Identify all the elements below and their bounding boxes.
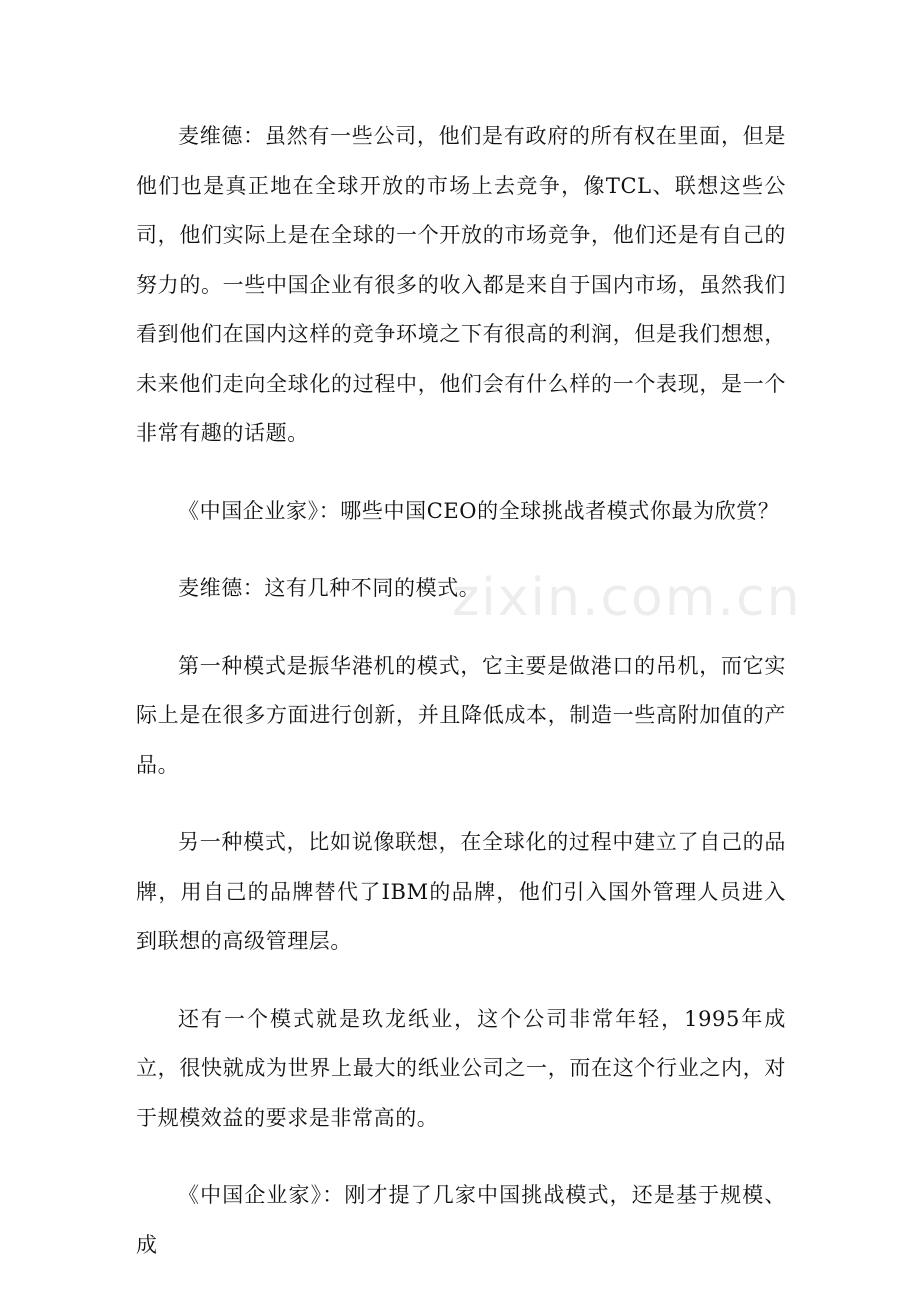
paragraph-model-lenovo: 另一种模式，比如说像联想，在全球化的过程中建立了自己的品牌，用自己的品牌替代了IBM的品牌，他们引入国外管理人员进入到联想的高级管理层。 bbox=[136, 830, 786, 953]
document-body bbox=[136, 112, 786, 1270]
watermark: zixin.com.cn bbox=[452, 568, 802, 628]
paragraph-question-ceo-models: 《中国企业家》：哪些中国CEO的全球挑战者模式你最为欣赏？ bbox=[178, 498, 780, 523]
paragraph-answer-intro: 麦维德：这有几种不同的模式。 bbox=[178, 576, 481, 600]
paragraph-model-zhenhua: 第一种模式是振华港机的模式，它主要是做港口的吊机，而它实际上是在很多方面进行创新，并且降低成本，制造一些高附加值的产品。 bbox=[136, 653, 786, 777]
paragraph-question-scale: 《中国企业家》：刚才提了几家中国挑战模式，还是基于规模、成 bbox=[136, 1183, 786, 1257]
paragraph-answer-ownership: 麦维德：虽然有一些公司，他们是有政府的所有权在里面，但是他们也是真正地在全球开放的市场上去竞争，像TCL、联想这些公司，他们实际上是在全球的一个开放的市场竞争，他们还是有自己的努力的。一些中国企业有很多的收入都是来自于国内市场，虽然我们看到他们在国内这样的竞争环境之下有很高的利润，但是我们想想，未来他们走向全球化的过程中，他们会有什么样的一个表现，是一个非常有趣的话题。 bbox=[136, 124, 786, 445]
paragraph-model-ninedragons: 还有一个模式就是玖龙纸业，这个公司非常年轻，1995年成立，很快就成为世界上最大的纸业公司之一，而在这个行业之内，对于规模效益的要求是非常高的。 bbox=[136, 1006, 786, 1130]
